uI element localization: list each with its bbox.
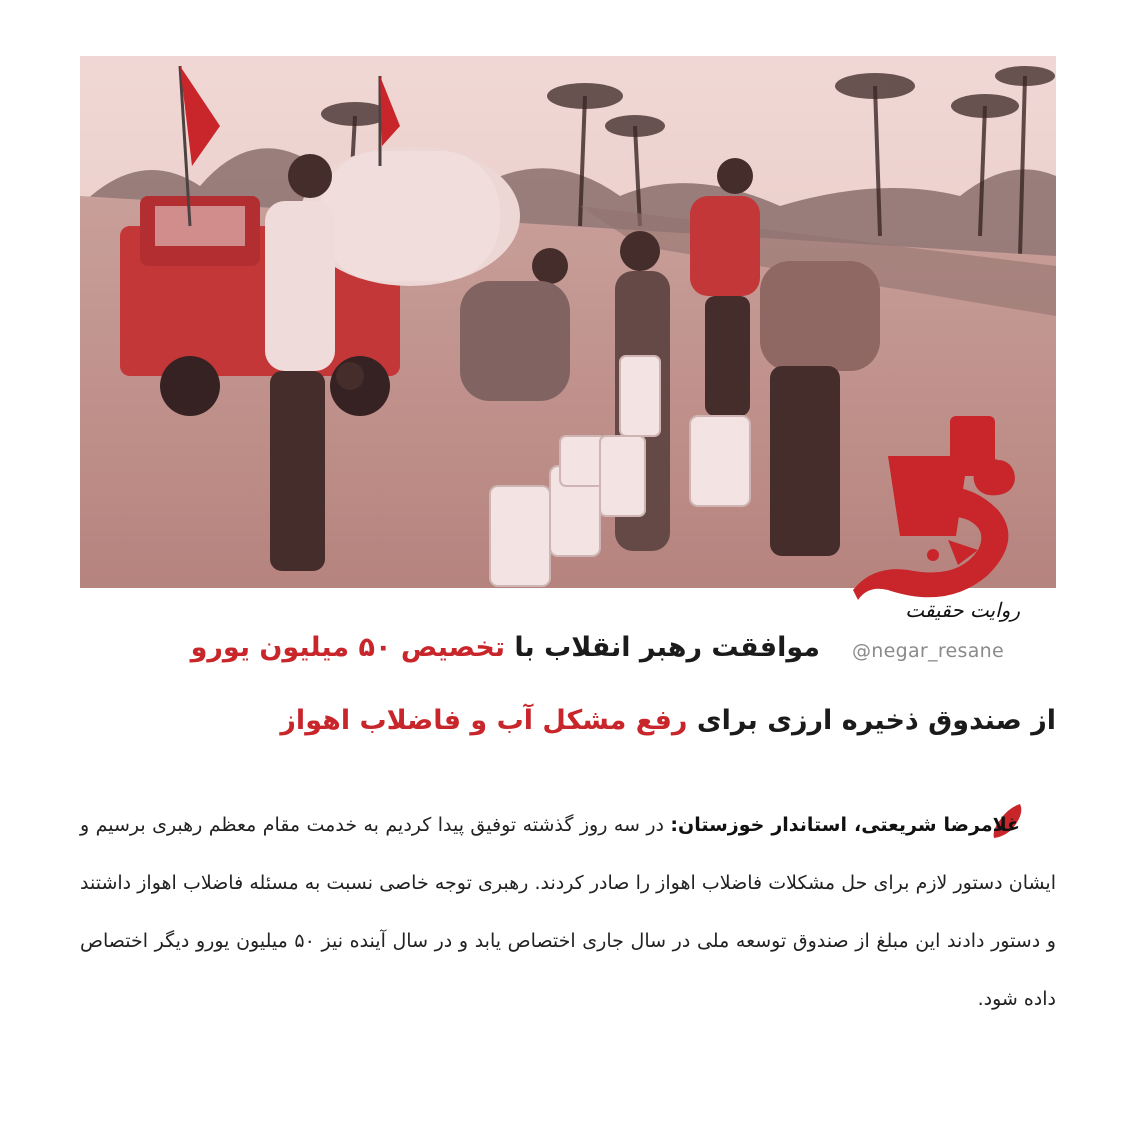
headline-line-2 <box>280 705 1056 736</box>
headline-line-1-prefix: موافقت رهبر انقلاب با <box>514 632 820 663</box>
headline-line-1 <box>190 632 820 663</box>
headline-line-1-highlight: تخصیص ۵۰ میلیون یورو <box>190 632 505 663</box>
article-body <box>80 796 1056 1028</box>
article-text: در سه روز گذشته توفیق پیدا کردیم به خدمت مقام معظم رهبری برسیم و ایشان دستور لازم برای حل مشکلات فاضلاب اهواز را صادر کردند. رهبری توجه خاصی نسبت به مسئله فاضلاب اهواز داشتند و دستور دادند این مبلغ از صندوق توسعه ملی در سال جاری اختصاص یابد و در سال آینده نیز ۵۰ میلیون یورو دیگر اختصاص داده شود. <box>80 814 1056 1010</box>
social-handle: @negar_resane <box>852 640 1005 662</box>
article-lead: غلامرضا شریعتی، استاندار خوزستان: <box>670 814 1021 836</box>
headline-line-2-highlight: رفع مشکل آب و فاضلاب اهواز <box>280 705 688 736</box>
headline-line-2-prefix: از صندوق ذخیره ارزی برای <box>696 705 1056 736</box>
brand-subtitle: روایت حقیقت <box>905 598 1020 622</box>
